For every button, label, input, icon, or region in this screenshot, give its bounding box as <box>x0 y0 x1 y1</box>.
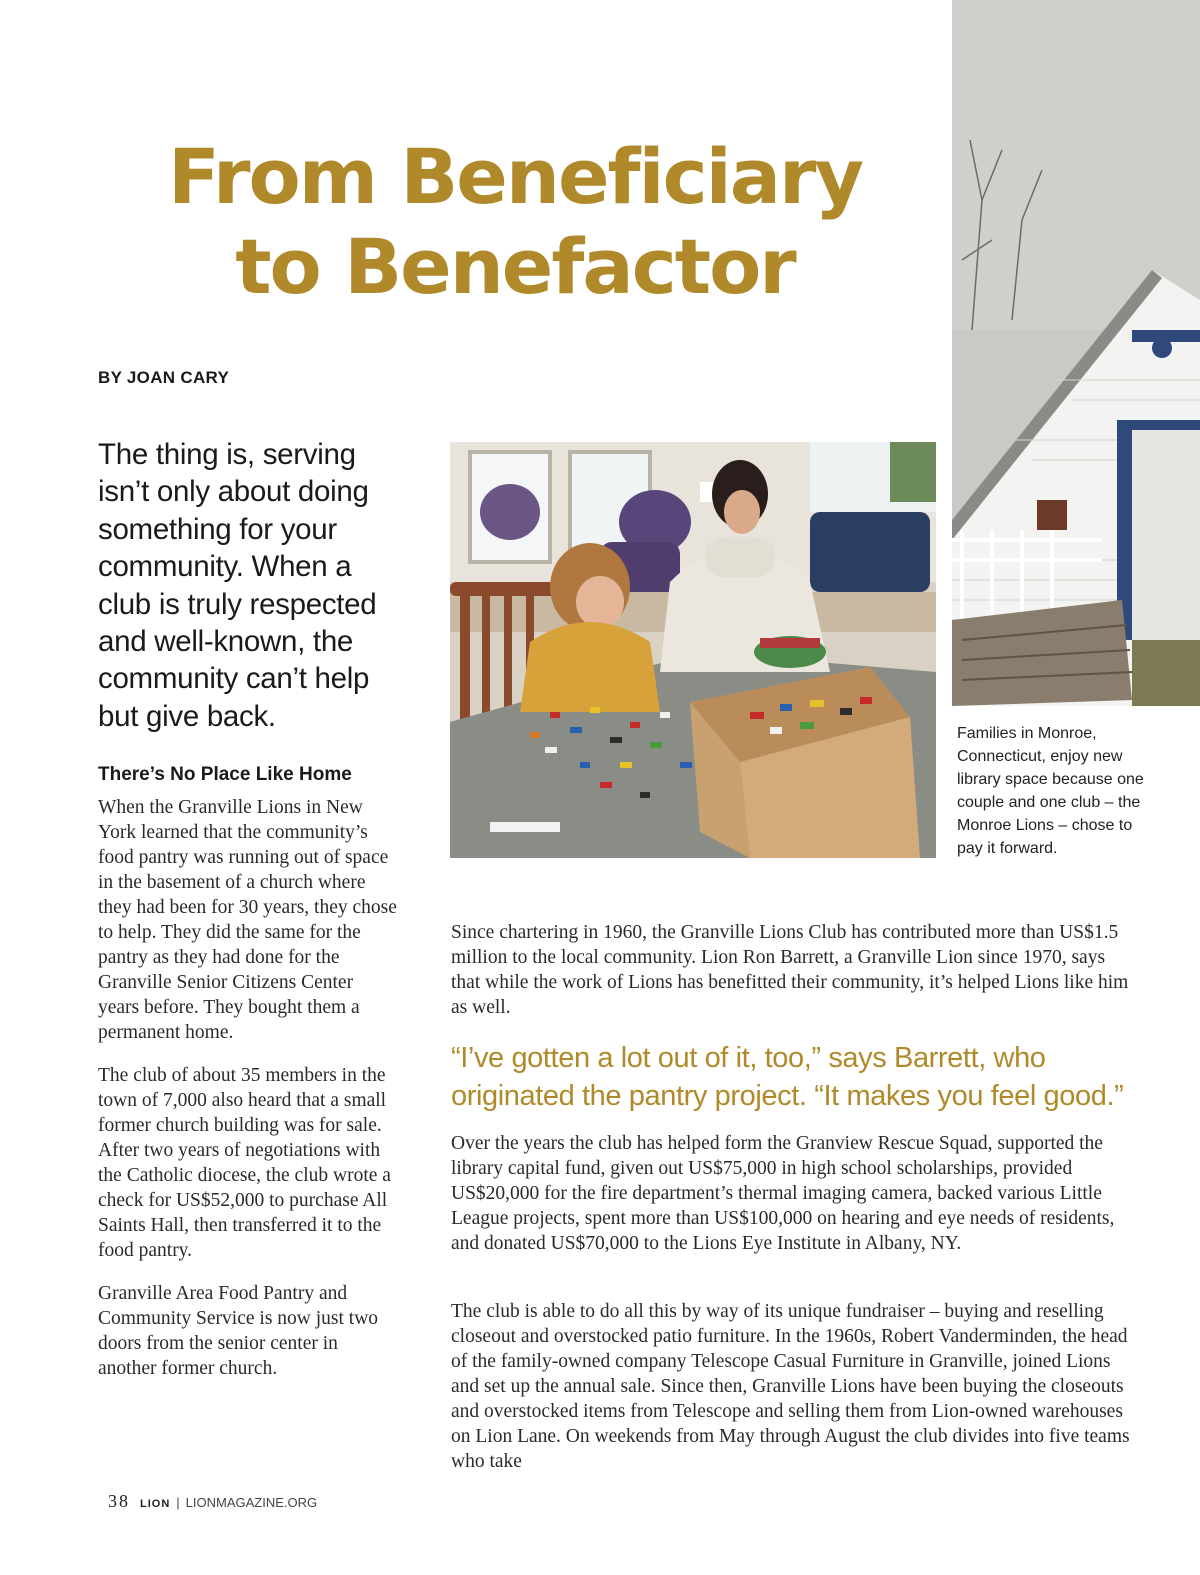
pull-quote: “I’ve gotten a lot out of it, too,” says Barrett, who originated the pantry project. “It makes you feel good.” <box>451 1042 1124 1112</box>
title-line-2: to Benefactor <box>235 222 795 311</box>
right-column-para-2 <box>451 1131 1131 1256</box>
magazine-brand: LION <box>140 1498 171 1510</box>
body-paragraph: Granville Area Food Pantry and Community Service is now just two doors from the senior center in another former church. <box>98 1283 379 1379</box>
body-paragraph: When the Granville Lions in New York learned that the community’s food pantry was running out of space in the basement of a church where they had been for 30 years, they chose to help. They did the same for the pantry as they had done for the Granville Senior Citizens Center years before. They bought them a permanent home. <box>98 797 397 1043</box>
body-paragraph: Over the years the club has helped form the Granview Rescue Squad, supported the library capital fund, given out US$75,000 in high school scholarships, provided US$20,000 for the fire department’s thermal imaging camera, backed various Little League projects, spent more than US$100,000 on hearing and eye needs of residents, and donated US$70,000 to the Lions Eye Institute in Albany, NY. <box>451 1133 1115 1254</box>
page-footer <box>108 1491 317 1512</box>
body-paragraph: The club is able to do all this by way of its unique fundraiser – buying and reselling closeout and overstocked patio furniture. In the 1960s, Robert Vanderminden, the head of the family-owned company Telescope Casual Furniture in Granville, joined Lions and set up the annual sale. Since then, Granville Lions have been buying the closeouts and overstocked items from Telescope and selling them from Lion-owned warehouses on Lion Lane. On weekends from May through August the club divides into five teams who take <box>451 1301 1130 1472</box>
article-title <box>130 132 900 312</box>
body-paragraph: The club of about 35 members in the town of 7,000 also heard that a small former church building was for sale. After two years of negotiations with the Catholic diocese, the club wrote a check for US$52,000 to purchase All Saints Hall, then transferred it to the food pantry. <box>98 1065 391 1261</box>
magazine-website: LIONMAGAZINE.ORG <box>185 1495 318 1510</box>
section-subhead: There’s No Place Like Home <box>98 764 352 785</box>
photo-caption: Families in Monroe, Connecticut, enjoy new library space because one couple and one club – the Monroe Lions – chose to pay it forward. <box>957 725 1144 857</box>
title-line-1: From Beneficiary <box>167 132 863 221</box>
footer-separator: | <box>176 1495 180 1510</box>
right-column-para-1 <box>451 920 1131 1020</box>
byline: BY JOAN CARY <box>98 368 230 387</box>
page-number: 38 <box>108 1491 130 1511</box>
body-paragraph: Since chartering in 1960, the Granville Lions Club has contributed more than US$1.5 million to the local community. Lion Ron Barrett, a Granville Lion since 1970, says that while the work of Lions has benefitted their community, it’s helped Lions like him as well. <box>451 922 1129 1018</box>
church-building-photo <box>952 0 1200 706</box>
right-column-para-3 <box>451 1299 1131 1474</box>
lego-library-photo <box>450 442 936 858</box>
intro-text: The thing is, serving isn’t only about doing something for your community. When a club is truly respected and well-known, the community can’t help but give back. <box>98 438 377 733</box>
left-column-body <box>98 795 398 1399</box>
